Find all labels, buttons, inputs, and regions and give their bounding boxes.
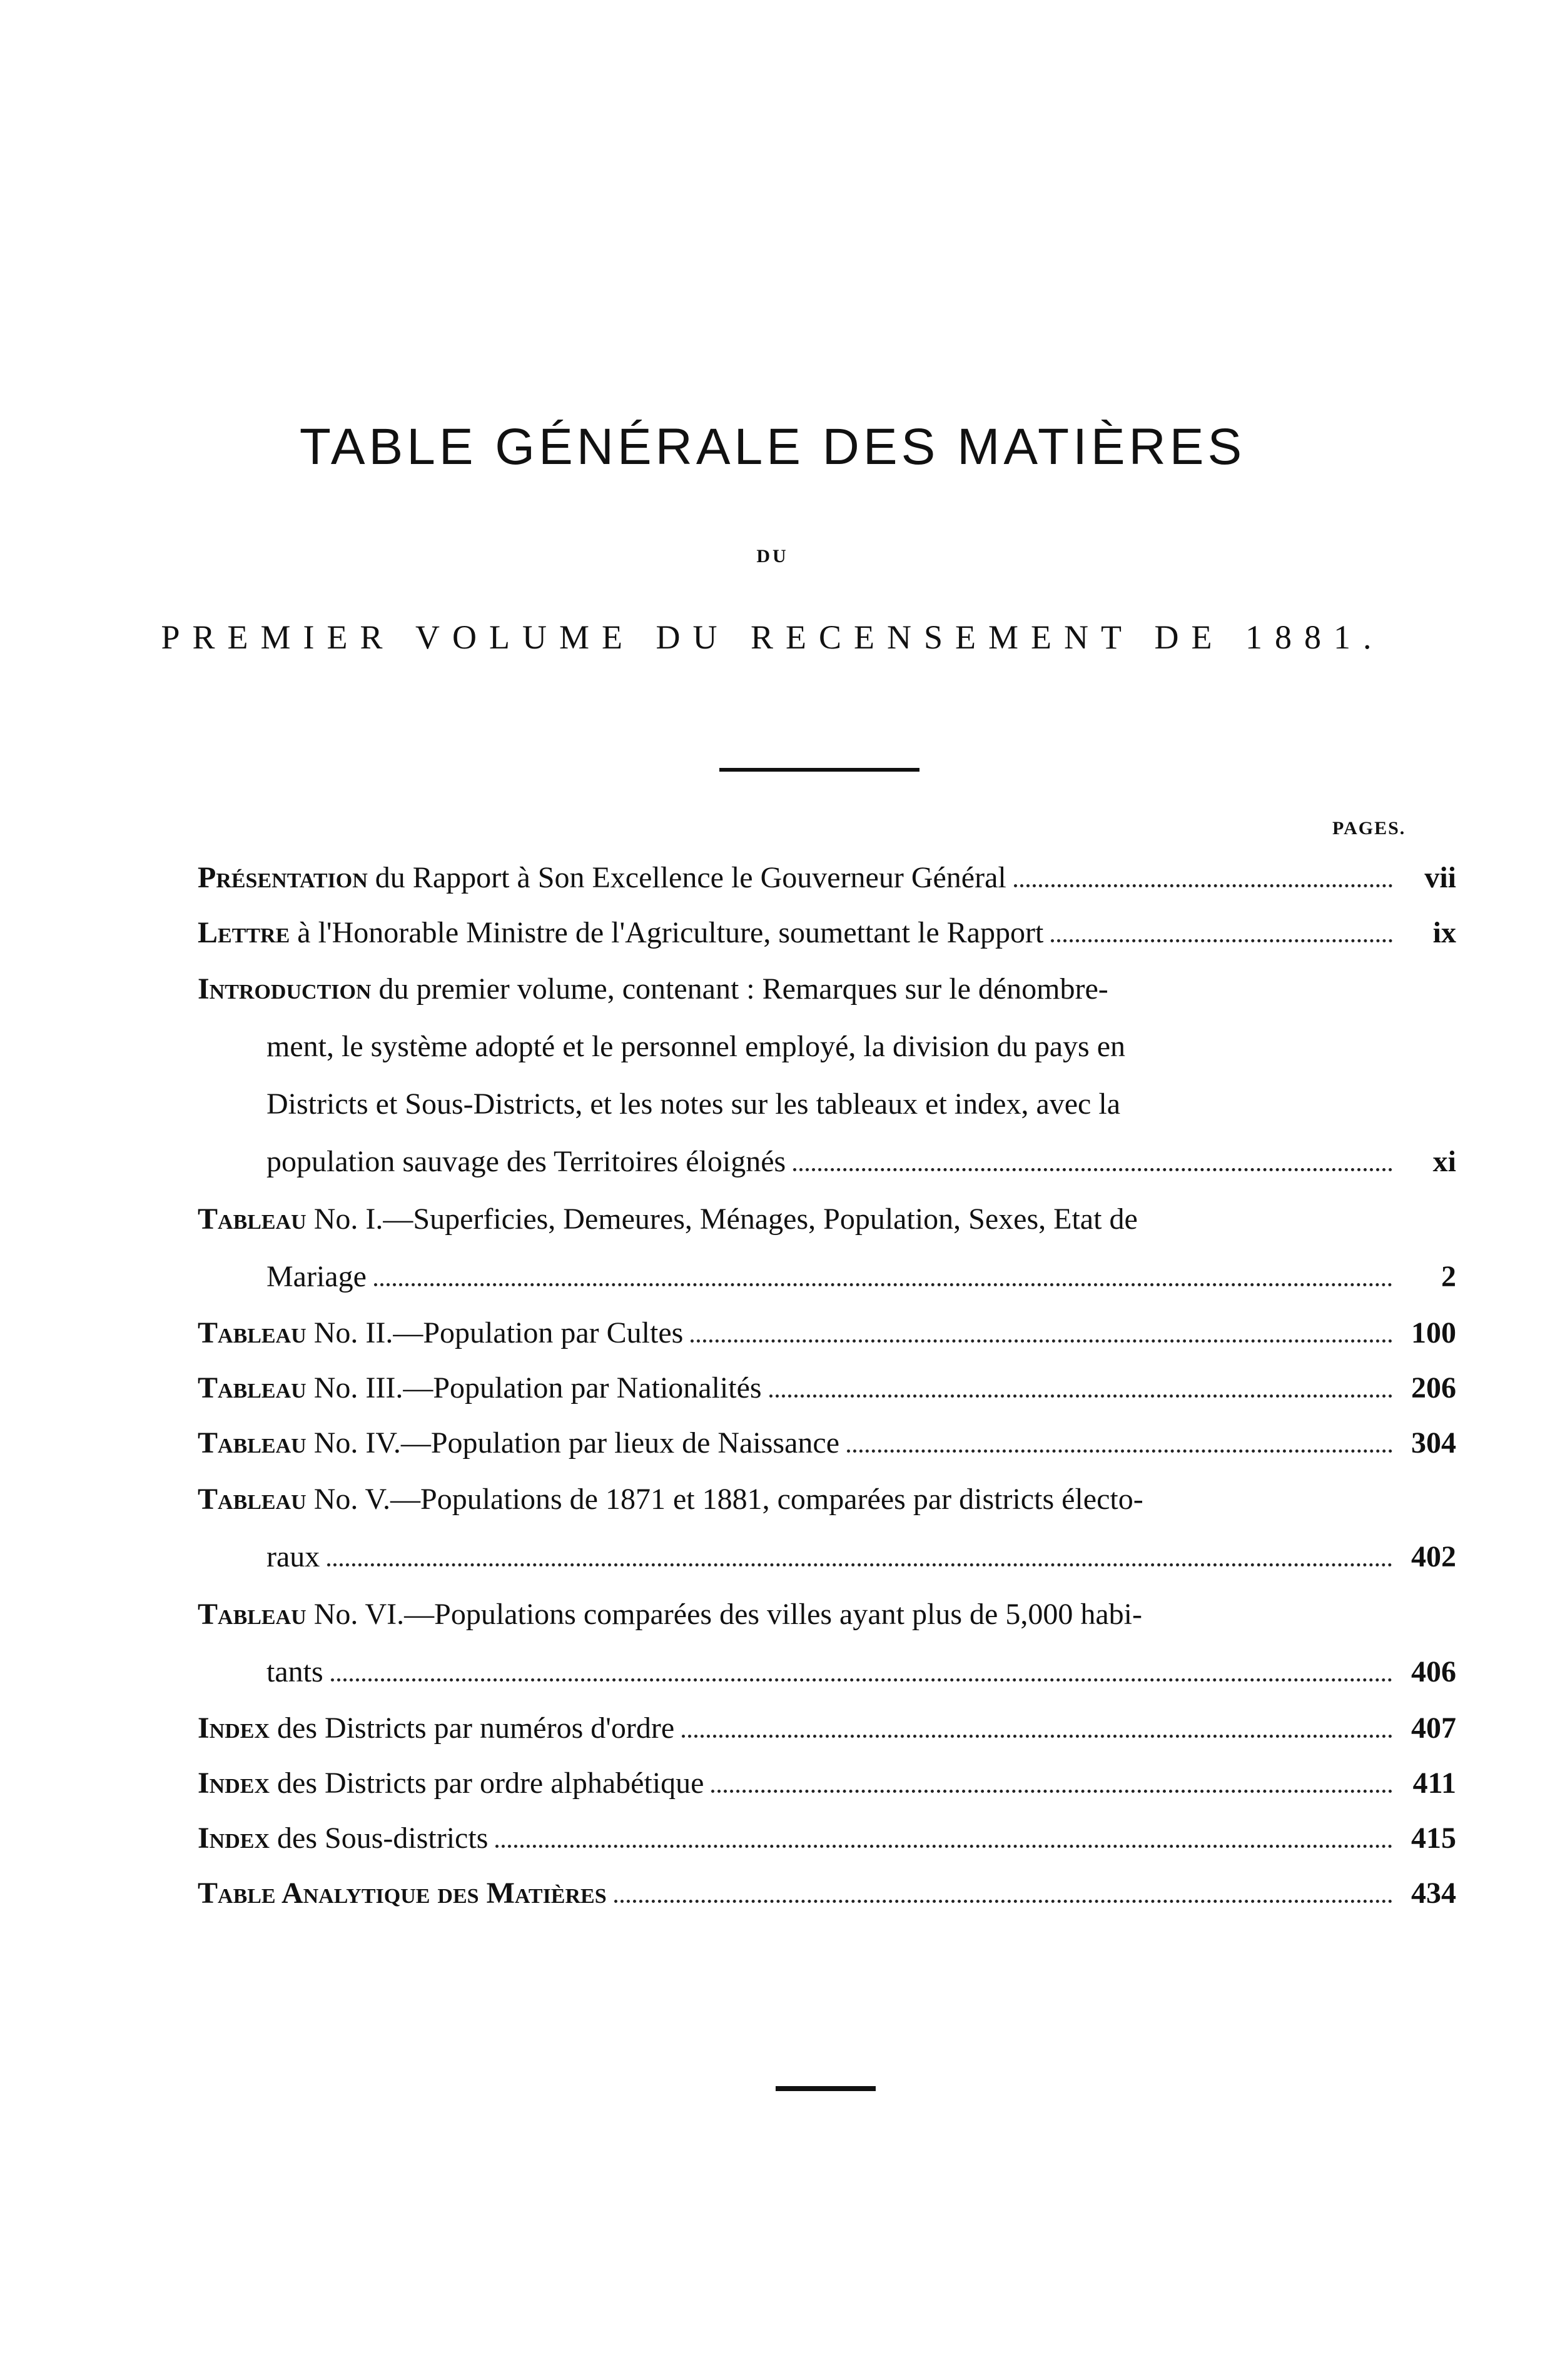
toc-entry-desc: des Sous-districts bbox=[277, 1822, 489, 1855]
table-of-contents bbox=[198, 850, 1456, 1921]
toc-entry-text bbox=[198, 850, 1006, 905]
dot-leader bbox=[614, 1900, 1392, 1903]
toc-entry[interactable] bbox=[198, 850, 1456, 905]
toc-entry-line bbox=[198, 1191, 1456, 1248]
toc-entry[interactable] bbox=[198, 1306, 1456, 1361]
toc-entry-line bbox=[198, 1643, 1456, 1701]
toc-entry-page: 434 bbox=[1411, 1877, 1456, 1910]
toc-entry[interactable] bbox=[198, 1756, 1456, 1811]
toc-entry-page: 406 bbox=[1411, 1655, 1456, 1688]
toc-entry-lead: Index bbox=[198, 1822, 270, 1855]
toc-entry[interactable] bbox=[198, 1866, 1456, 1921]
dot-leader bbox=[847, 1450, 1392, 1453]
toc-entry-desc: population sauvage des Territoires éloignés bbox=[266, 1145, 786, 1178]
toc-entry-page: 206 bbox=[1411, 1371, 1456, 1404]
toc-entry-text bbox=[198, 1361, 762, 1416]
toc-entry[interactable] bbox=[198, 1416, 1456, 1471]
toc-entry-desc: du Rapport à Son Excellence le Gouverneur Général bbox=[375, 861, 1006, 894]
toc-entry-text bbox=[198, 1416, 839, 1471]
toc-entry[interactable] bbox=[198, 1471, 1456, 1586]
toc-entry-desc: No. II.—Population par Cultes bbox=[313, 1316, 684, 1349]
dot-leader bbox=[769, 1394, 1392, 1398]
pages-column-heading: PAGES. bbox=[1332, 818, 1406, 839]
toc-entry[interactable] bbox=[198, 1191, 1456, 1306]
toc-entry-text bbox=[198, 905, 1043, 961]
toc-entry-page: 2 bbox=[1441, 1260, 1456, 1293]
toc-entry[interactable] bbox=[198, 1586, 1456, 1701]
bottom-divider bbox=[776, 2086, 876, 2091]
toc-entry-text bbox=[198, 1701, 674, 1756]
toc-entry-page: 100 bbox=[1411, 1316, 1456, 1349]
dot-leader bbox=[793, 1168, 1392, 1171]
dot-leader bbox=[331, 1678, 1392, 1682]
toc-entry-page: 402 bbox=[1411, 1540, 1456, 1573]
top-divider bbox=[719, 768, 919, 772]
toc-entry-line bbox=[198, 1248, 1456, 1306]
dot-leader bbox=[327, 1563, 1392, 1566]
toc-entry-page: 407 bbox=[1411, 1712, 1456, 1745]
toc-entry-desc: No. V.—Populations de 1871 et 1881, comparées par districts électo- bbox=[313, 1483, 1143, 1516]
toc-entry-desc: à l'Honorable Ministre de l'Agriculture, soumettant le Rapport bbox=[297, 916, 1044, 949]
toc-entry-desc: No. III.—Population par Nationalités bbox=[313, 1371, 762, 1404]
toc-entry-line: ment, le système adopté et le personnel employé, la division du pays en bbox=[266, 1030, 1125, 1063]
toc-entry-desc: du premier volume, contenant : Remarques sur le dénombre- bbox=[378, 972, 1108, 1006]
toc-entry-page: xi bbox=[1432, 1145, 1456, 1178]
toc-entry-page: ix bbox=[1432, 916, 1456, 949]
toc-entry-lead: Index bbox=[198, 1767, 270, 1800]
dot-leader bbox=[374, 1283, 1392, 1286]
toc-entry-desc: tants bbox=[266, 1655, 323, 1688]
page-title: TABLE GÉNÉRALE DES MATIÈRES bbox=[299, 418, 1246, 475]
toc-entry-lead: Tableau bbox=[198, 1426, 306, 1460]
toc-entry-text bbox=[198, 1866, 607, 1921]
toc-entry-page: 415 bbox=[1411, 1822, 1456, 1855]
dot-leader bbox=[495, 1845, 1392, 1848]
dot-leader bbox=[691, 1339, 1392, 1343]
toc-entry-lead: Tableau bbox=[198, 1371, 306, 1404]
toc-entry-desc: No. VI.—Populations comparées des villes ayant plus de 5,000 habi- bbox=[313, 1598, 1142, 1631]
title-connector: DU bbox=[756, 546, 789, 567]
toc-entry-lead: Tableau bbox=[198, 1316, 306, 1349]
toc-entry-line bbox=[198, 1471, 1456, 1528]
toc-entry-page: 411 bbox=[1412, 1767, 1456, 1800]
toc-entry[interactable] bbox=[198, 1701, 1456, 1756]
toc-entry-text bbox=[198, 1811, 488, 1866]
toc-entry-desc: No. I.—Superficies, Demeures, Ménages, Population, Sexes, Etat de bbox=[313, 1203, 1138, 1236]
toc-entry-lead: Index bbox=[198, 1712, 270, 1745]
toc-entry-lead: Table Analytique des Matières bbox=[198, 1877, 607, 1910]
toc-entry[interactable] bbox=[198, 905, 1456, 961]
dot-leader bbox=[682, 1735, 1392, 1738]
toc-entry-lead: Introduction bbox=[198, 972, 372, 1006]
toc-entry-lead: Tableau bbox=[198, 1203, 306, 1236]
toc-entry-line: Districts et Sous-Districts, et les notes sur les tableaux et index, avec la bbox=[266, 1087, 1120, 1121]
toc-entry-desc: des Districts par numéros d'ordre bbox=[277, 1712, 675, 1745]
toc-entry-lead: Tableau bbox=[198, 1483, 306, 1516]
toc-entry-line bbox=[198, 961, 1456, 1018]
toc-entry[interactable] bbox=[198, 1361, 1456, 1416]
toc-entry[interactable] bbox=[198, 1811, 1456, 1866]
toc-entry-page: vii bbox=[1424, 861, 1456, 894]
toc-entry-text bbox=[198, 1306, 683, 1361]
toc-entry-line bbox=[198, 1133, 1456, 1191]
dot-leader bbox=[711, 1790, 1392, 1793]
toc-entry-desc: No. IV.—Population par lieux de Naissance bbox=[313, 1426, 839, 1460]
dot-leader bbox=[1014, 884, 1392, 887]
toc-entry-line bbox=[198, 1528, 1456, 1586]
toc-entry-desc: des Districts par ordre alphabétique bbox=[277, 1767, 704, 1800]
toc-entry-line bbox=[198, 1586, 1456, 1643]
page-subtitle: PREMIER VOLUME DU RECENSEMENT DE 1881. bbox=[161, 618, 1384, 656]
toc-entry-page: 304 bbox=[1411, 1426, 1456, 1460]
toc-entry-desc: raux bbox=[266, 1540, 320, 1573]
dot-leader bbox=[1051, 939, 1392, 942]
toc-entry-lead: Présentation bbox=[198, 861, 368, 894]
toc-entry-text bbox=[198, 1756, 704, 1811]
toc-entry-lead: Lettre bbox=[198, 916, 290, 949]
toc-entry[interactable] bbox=[198, 961, 1456, 1191]
toc-entry-lead: Tableau bbox=[198, 1598, 306, 1631]
toc-entry-desc: Mariage bbox=[266, 1260, 367, 1293]
